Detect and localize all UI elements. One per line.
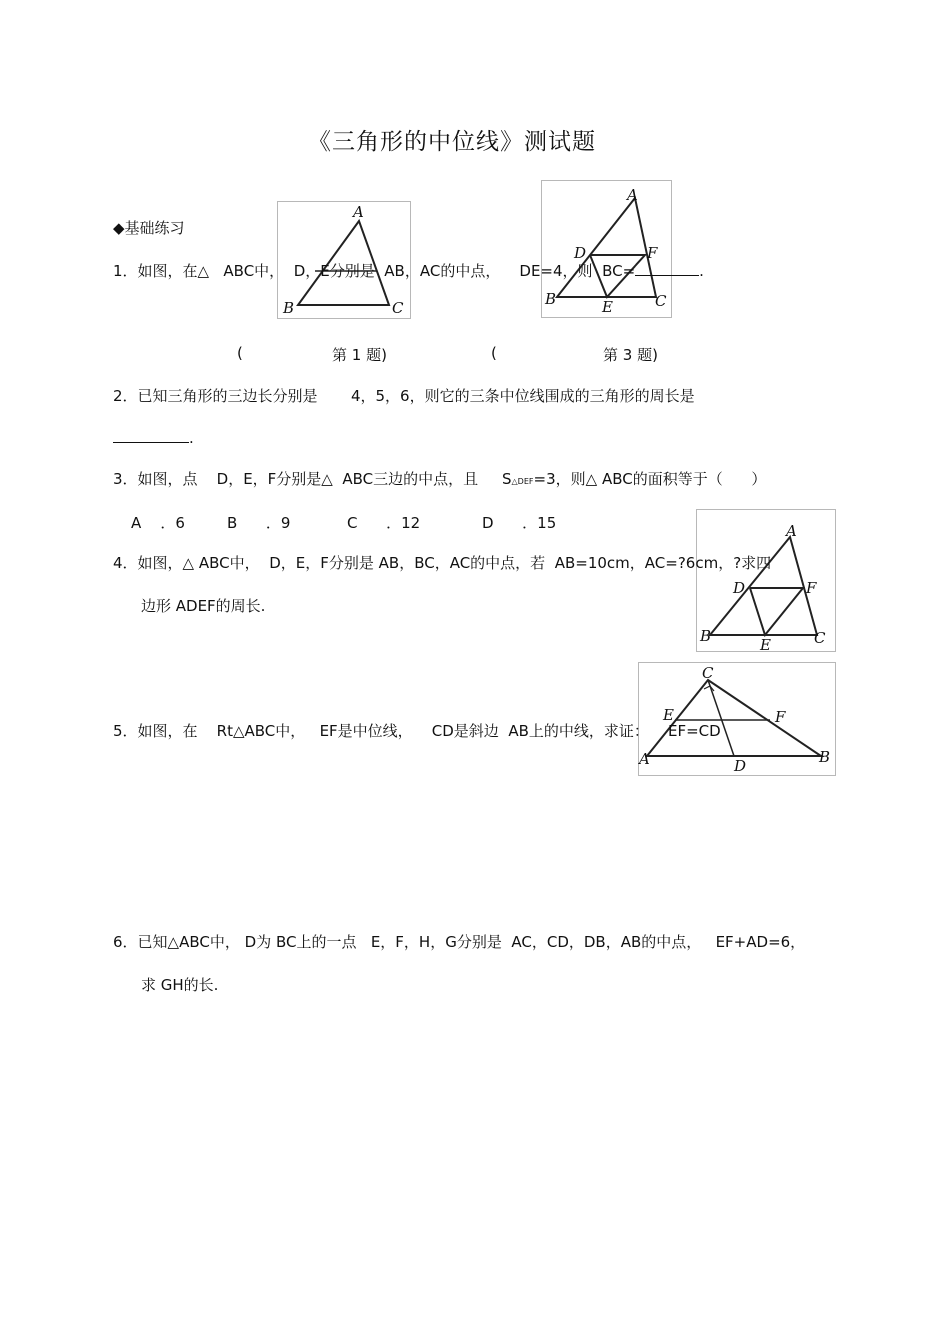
question-1: 1．如图，在△ ABC中， D，E分别是 AB，AC的中点， DE=4，则 BC= . (113, 262, 704, 280)
vertex-label-f: F (647, 244, 658, 262)
answer-blank (113, 428, 189, 443)
section-heading: ◆基础练习 (113, 219, 185, 237)
vertex-label-f: F (806, 579, 817, 597)
question-2-answer-line: . (113, 428, 194, 447)
vertex-label-b: B (819, 748, 831, 766)
vertex-label-d: D (734, 757, 747, 775)
right-angle-mark (704, 686, 714, 691)
caption-figure-3: 第 3 题) (603, 346, 658, 364)
vertex-label-b: B (700, 627, 712, 645)
vertex-label-c: C (392, 299, 404, 317)
figure-q4-triangle (696, 509, 836, 652)
question-5: 5．如图，在 Rt△ABC中， EF是中位线， CD是斜边 AB上的中线，求证： EF=CD (113, 722, 721, 740)
vertex-label-c: C (655, 292, 667, 310)
vertex-label-a: A (639, 750, 650, 768)
triangle-abc (557, 198, 656, 297)
vertex-label-c: C (814, 629, 826, 647)
answer-blank (635, 261, 699, 276)
option-b: B ．9 (227, 514, 291, 532)
vertex-label-a: A (353, 203, 364, 221)
figure-q3-triangle (541, 180, 672, 318)
question-4: 4．如图，△ ABC中， D，E，F分别是 AB，BC，AC的中点，若 AB=10cm，AC=?6cm，?求四 (113, 554, 772, 572)
vertex-label-e: E (760, 636, 771, 652)
page-title: 《三角形的中位线》测试题 (308, 129, 596, 155)
vertex-label-a: A (627, 186, 638, 204)
vertex-label-e: E (602, 298, 613, 316)
vertex-label-e: E (663, 706, 674, 724)
question-2: 2．已知三角形的三边长分别是 4，5，6，则它的三条中位线围成的三角形的周长是 (113, 387, 695, 405)
vertex-label-d: D (574, 244, 587, 262)
question-6: 6．已知△ABC中， D为 BC上的一点 E，F，H，G分别是 AC，CD，DB，AB的中点， EF+AD=6， (113, 933, 806, 951)
triangle-def (750, 588, 803, 635)
caption-figure-1: 第 1 题) (332, 346, 387, 364)
vertex-label-a: A (786, 522, 797, 540)
vertex-label-c: C (702, 664, 714, 682)
vertex-label-b: B (283, 299, 295, 317)
option-c: C ．12 (347, 514, 421, 532)
question-4-line-2: 边形 ADEF的周长. (141, 597, 266, 615)
caption-open-1: ( (237, 344, 243, 362)
option-a: A ．6 (131, 514, 185, 532)
vertex-label-b: B (545, 290, 557, 308)
question-3: 3．如图，点 D，E，F分别是△ ABC三边的中点，且 S△DEF=3，则△ ABC的面积等于（ ） (113, 470, 767, 488)
question-6-line-2: 求 GH的长. (141, 976, 219, 994)
figure-q5-triangle (638, 662, 836, 776)
option-d: D ．15 (482, 514, 557, 532)
vertex-label-d: D (733, 579, 746, 597)
vertex-label-f: F (775, 708, 786, 726)
median-cd (708, 680, 734, 756)
caption-open-3: ( (491, 344, 497, 362)
